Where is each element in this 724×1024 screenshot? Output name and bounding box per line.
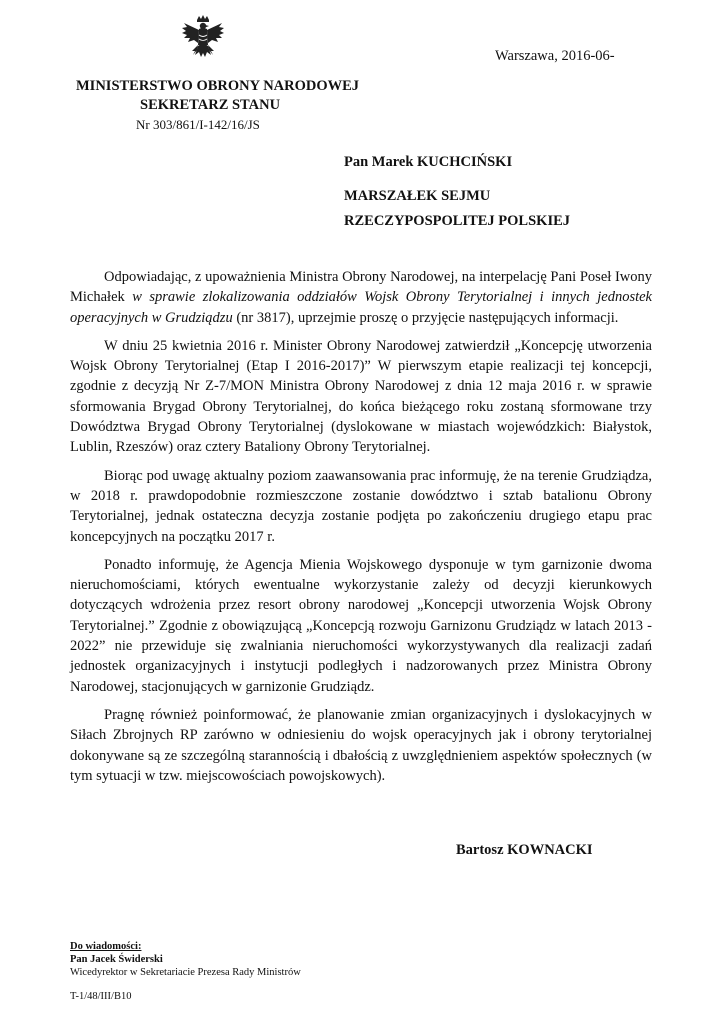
cc-label: Do wiadomości: [70, 941, 142, 952]
signature-name: Bartosz KOWNACKI [456, 842, 593, 858]
paragraph-1-start: Odpowiadając, z upoważnienia Ministra Obrony Narodowej, na interpelację Pani Poseł Iwony Michałek [70, 269, 652, 306]
secretary-title: SEKRETARZ STANU [140, 97, 281, 113]
paragraph-1-end: (nr 3817), uprzejmie proszę o przyjęcie następujących informacji. [232, 309, 619, 326]
addressee-block [344, 150, 570, 234]
cc-name: Pan Jacek Świderski [70, 954, 163, 965]
addressee-title-line2: RZECZYPOSPOLITEJ POLSKIEJ [344, 213, 571, 229]
letter-body [70, 267, 652, 794]
paragraph-5: Pragnę również poinformować, że planowanie zmian organizacyjnych i dyslokacyjnych w Siłach Zbrojnych RP zarówno w odniesieniu do wojsk operacyjnych jak i obrony terytorialnej dokonywane są ze szczególną starannością i dbałością z uwzględnieniem aspektów społecznych (w tym sytuacji w tzw. miejscowościach powojskowych). [70, 706, 652, 784]
place-date: Warszawa, 2016-06- [495, 48, 615, 64]
cc-notice [70, 940, 301, 979]
document-mark: T-1/48/III/B10 [70, 991, 132, 1002]
polish-eagle-emblem-icon [181, 15, 225, 65]
addressee-name: Pan Marek KUCHCIŃSKI [344, 154, 513, 170]
paragraph-4: Ponadto informuję, że Agencja Mienia Wojskowego dysponuje w tym garnizonie dwoma nieruchomościami, których ewentualne wykorzystanie zależy od decyzji kierunkowych dotyczących wdrożenia przez resort obrony narodowej „Koncepcji utworzenia Wojsk Obrony Terytorialnej.” Zgodnie z obowiązującą „Koncepcją rozwoju Garnizonu Grudziądz w latach 2013 - 2022” nie przewiduje się zwalniania nieruchomości wykorzystywanych dla realizacji zadań jednostek organizacyjnych i instytucji podległych i nadzorowanych przez Ministra Obrony Narodowej, stacjonujących w garnizonie Grudziądz. [70, 556, 652, 695]
cc-role: Wicedyrektor w Sekretariacie Prezesa Rady Ministrów [70, 967, 301, 978]
reference-number: Nr 303/861/I-142/16/JS [136, 117, 260, 132]
addressee-title-line1: MARSZAŁEK SEJMU [344, 188, 491, 204]
paragraph-3: Biorąc pod uwagę aktualny poziom zaawansowania prac informuję, że na terenie Grudziądza, w 2018 r. prawdopodobnie rozmieszczone zostanie dowództwo i sztab batalionu Obrony Terytorialnej, jednak ostateczna decyzja zostanie podjęta po zakończeniu drugiego etapu prac koncepcyjnych na początku 2017 r. [70, 467, 652, 545]
ministry-name: MINISTERSTWO OBRONY NARODOWEJ [76, 78, 360, 94]
paragraph-2: W dniu 25 kwietnia 2016 r. Minister Obrony Narodowej zatwierdził „Koncepcję utworzenia Wojsk Obrony Terytorialnej (Etap I 2016-2017)” W pierwszym etapie realizacji tej koncepcji, zgodnie z decyzją Nr Z-7/MON Ministra Obrony Narodowej z dnia 12 maja 2016 r. w sprawie sformowania Brygad Obrony Terytorialnej, do końca bieżącego roku zostaną sformowane trzy Dowództwa Brygad Obrony Terytorialnej (dyslokowane w miastach wojewódzkich: Białystok, Lublin, Rzeszów) oraz cztery Bataliony Obrony Terytorialnej. [70, 337, 652, 456]
paragraph-1 [70, 267, 652, 328]
paragraph-1-italic: w sprawie zlokalizowania oddziałów Wojsk Obrony Terytorialnej i innych jednostek operacyjnych w Grudziądzu [70, 289, 652, 326]
